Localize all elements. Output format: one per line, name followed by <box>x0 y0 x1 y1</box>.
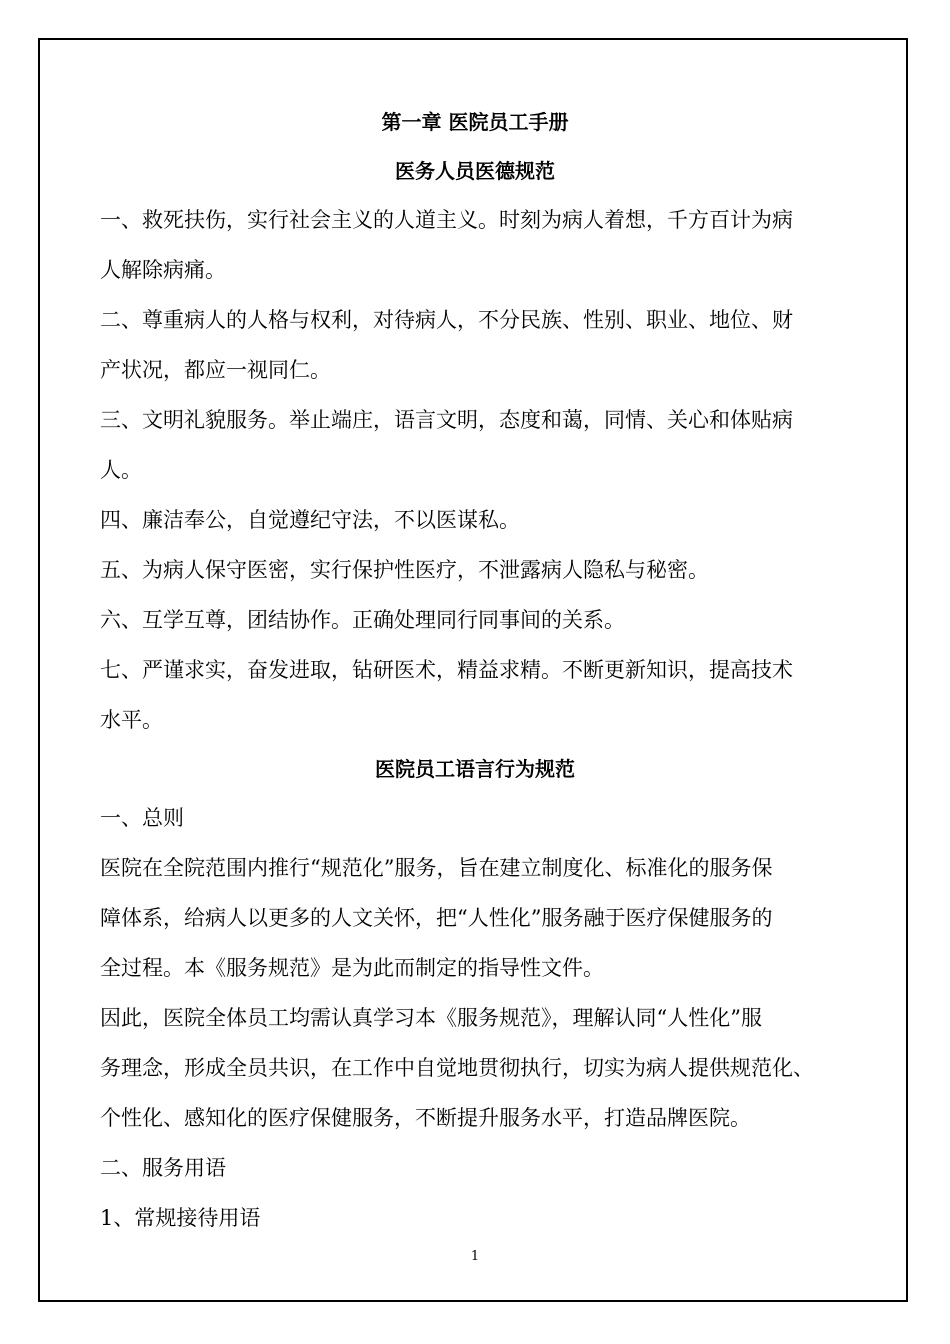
section-title-medical-ethics: 医务人员医德规范 <box>395 159 555 183</box>
paragraph-line: 产状况，都应一视同仁。 <box>100 358 331 382</box>
paragraph-line: 七、严谨求实，奋发进取，钻研医术，精益求精。不断更新知识，提高技术 <box>100 658 793 682</box>
paragraph-line: 1、常规接待用语 <box>100 1206 261 1230</box>
paragraph-line: 水平。 <box>100 708 163 732</box>
paragraph-line: 一、总则 <box>100 806 184 830</box>
paragraph-line: 个性化、感知化的医疗保健服务，不断提升服务水平，打造品牌医院。 <box>100 1106 751 1130</box>
paragraph-line: 二、服务用语 <box>100 1156 226 1180</box>
paragraph-line: 人。 <box>100 458 142 482</box>
paragraph-line: 五、为病人保守医密，实行保护性医疗，不泄露病人隐私与秘密。 <box>100 558 709 582</box>
page-number: 1 <box>470 1249 480 1264</box>
paragraph-line: 障体系，给病人以更多的人文关怀，把“人性化”服务融于医疗保健服务的 <box>100 906 773 930</box>
chapter-title: 第一章 医院员工手册 <box>381 110 569 134</box>
paragraph-line: 因此，医院全体员工均需认真学习本《服务规范》，理解认同“人性化”服 <box>100 1006 762 1030</box>
paragraph-line: 六、互学互尊，团结协作。正确处理同行同事间的关系。 <box>100 608 625 632</box>
paragraph-line: 一、救死扶伤，实行社会主义的人道主义。时刻为病人着想，千方百计为病 <box>100 208 793 232</box>
paragraph-line: 人解除病痛。 <box>100 258 226 282</box>
paragraph-line: 全过程。本《服务规范》是为此而制定的指导性文件。 <box>100 956 604 980</box>
paragraph-line: 三、文明礼貌服务。举止端庄，语言文明，态度和蔼，同情、关心和体贴病 <box>100 408 793 432</box>
paragraph-line: 二、尊重病人的人格与权利，对待病人，不分民族、性别、职业、地位、财 <box>100 308 793 332</box>
paragraph-line: 医院在全院范围内推行“规范化”服务，旨在建立制度化、标准化的服务保 <box>100 856 773 880</box>
paragraph-line: 务理念，形成全员共识，在工作中自觉地贯彻执行，切实为病人提供规范化、 <box>100 1056 814 1080</box>
paragraph-line: 四、廉洁奉公，自觉遵纪守法，不以医谋私。 <box>100 508 520 532</box>
section-title-conduct-norms: 医院员工语言行为规范 <box>375 757 575 781</box>
